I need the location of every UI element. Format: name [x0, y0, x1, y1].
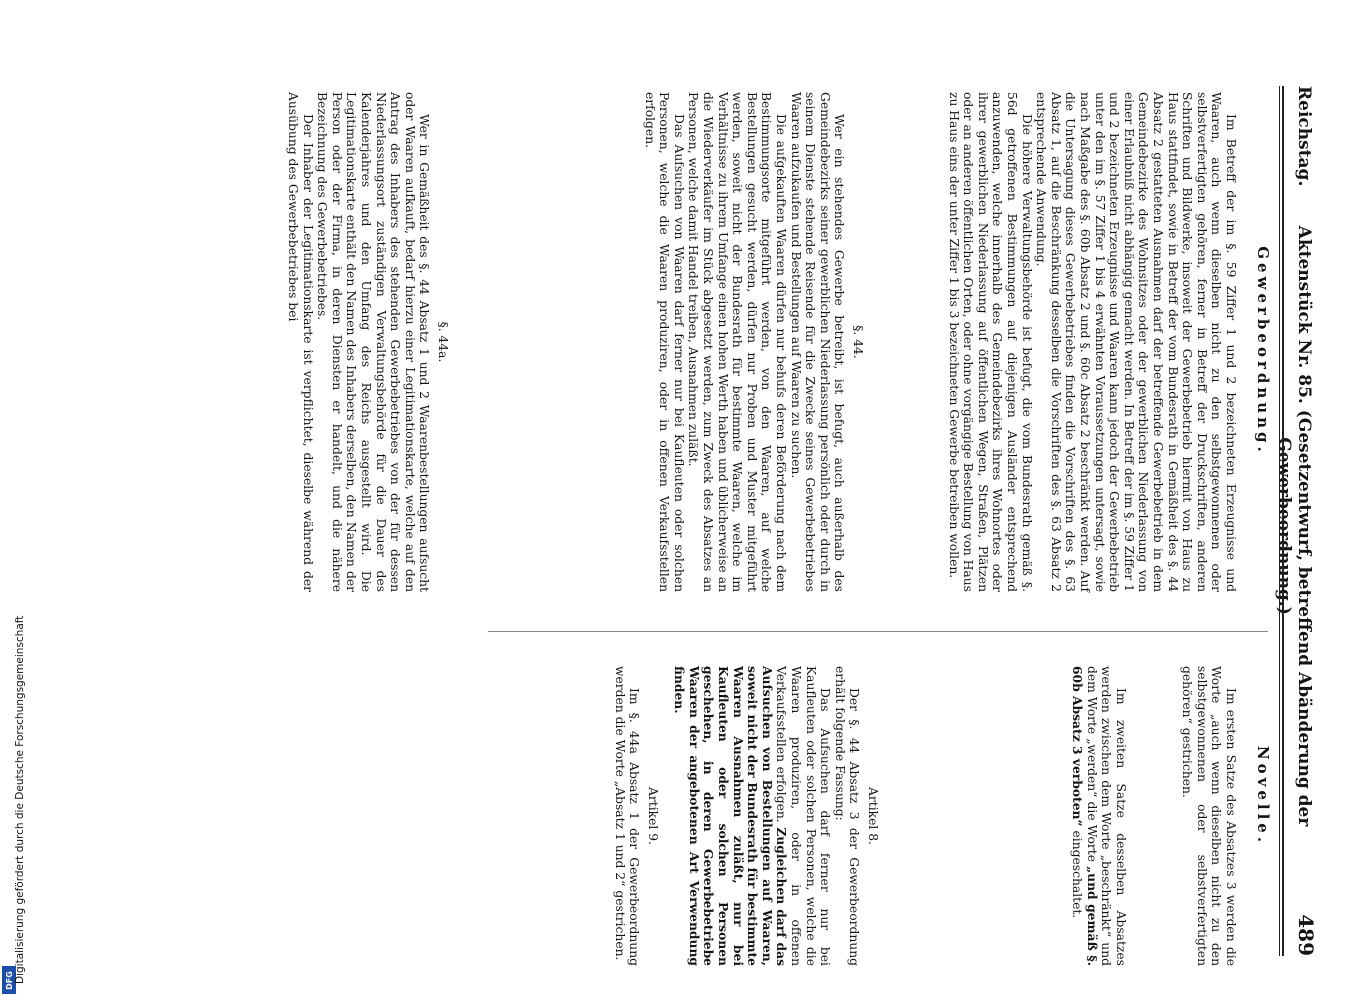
paragraph: Das Aufsuchen von Waaren darf ferner nur bei Kaufleuten oder solchen Personen, welche die Waaren produziren, oder in offenen Verkaufsstellen erfolgen. — [642, 92, 686, 592]
paragraph: Die höhere Verwaltungsbehörde ist befugt, die vom Bundesrath gemäß §. 56d getroffenen Bestimmungen auf diejenigen Ausländer entsprechend anzuwenden, welche innerhalb des Gemeindebezirks ihres Wohnortes oder ihrer gewerblichen Niederlassung auf öffentlichen Wegen, Straßen, Plätzen oder an anderen öffentlichen Orten, oder ohne vorgängige Bestellung von Haus zu Haus eins der unter Ziffer 1 bis 3 bezeichneten Gewerbe betreiben wollen. — [946, 92, 1034, 592]
paragraph-text: Im zweiten Satze desselben Absatzes werden zwischen dem Worte „beschränkt“ und dem Worte „werden“ die Worte — [1084, 666, 1128, 966]
dfg-logo: DFG — [2, 966, 16, 994]
right-column-block-1 — [1180, 666, 1238, 966]
bold-inserted-text: „und gemäß §. 60b Absatz 3 verboten“ — [1070, 666, 1100, 966]
left-column-block-3 — [285, 92, 458, 592]
column-divider — [488, 631, 1268, 632]
page-header — [1274, 86, 1318, 956]
right-column-block-4 — [612, 666, 668, 966]
section-heading: §. 44a. — [436, 321, 450, 363]
paragraph-text: eingeschaltet. — [1070, 826, 1085, 919]
page-number: 489 — [1294, 914, 1318, 956]
paragraph — [672, 666, 833, 966]
right-column-block-2 — [1070, 666, 1128, 966]
header-title: Aktenstück Nr. 85. (Gesetzentwurf, betreffend Abänderung der Gewerbeordnung.) — [1274, 225, 1314, 827]
paragraph: Der Inhaber der Legitimationskarte ist verpflichtet, dieselbe während der Ausübung des Gewerbebetriebes bei — [286, 92, 315, 592]
left-column-block-2 — [642, 92, 873, 592]
paragraph: Im Betreff der im §. 59 Ziffer 1 und 2 bezeichneten Erzeugnisse und Waaren, auch wenn dieselben nicht zu den selbstgewonnenen oder selbstverfertigten gehören, ferner in Betreff der Druckschriften, anderen Schriften und Bildwerke, insoweit der Gewerbebetrieb hiermit von Haus zu Haus stattfindet, sowie in Betreff der vom Bundesrath in Gemäßheit des §. 44 Absatz 2 gestatteten Ausnahmen darf der betreffende Gewerbebetrieb in dem Gemeindebezirke des Wohnsitzes oder der gewerblichen Niederlassung von einer Erlaubniß nicht abhängig gemacht werden. In Betreff der im §. 59 Ziffer 1 und 2 bezeichneten Erzeugnisse und Waaren kann jedoch der Gewerbebetrieb unter den im §. 57 Ziffer 1 bis 4 erwähnten Voraussetzungen untersagt, sowie nach Maßgabe des §. 60b Absatz 2 und §. 60c Absatz 2 beschränkt werden. Auf die Untersagung dieses Gewerbebetriebes finden die Vorschriften des §. 63 Absatz 1, auf die Beschränkung desselben die Vorschriften des §. 63 Absatz 2 entsprechende Anwendung. — [1034, 92, 1238, 592]
paragraph-text: Das Aufsuchen darf ferner nur bei Kaufleuten oder solchen Personen, welche die Waaren produziren, oder in offenen Verkaufsstellen erfolgen. — [774, 666, 833, 966]
header-rule-thin — [1279, 86, 1280, 956]
left-column-block-1 — [946, 92, 1238, 592]
article-heading: Artikel 9. — [646, 787, 660, 845]
paragraph: Im ersten Satze des Absatzes 3 werden die Worte „auch wenn dieselben nicht zu den selbstgewonnenen oder selbstverfertigten gehören“ gestrichen. — [1180, 666, 1238, 966]
paragraph: Der §. 44 Absatz 3 der Gewerbeordnung erhält folgende Fassung: — [832, 666, 862, 966]
paragraph: Die aufgekauften Waaren dürfen nur behufs deren Beförderung nach dem Bestimmungsorte mitgeführt werden, von den Waaren, auf welche Bestellungen gesucht werden, dürfen nur Proben und Muster mitgeführt werden, soweit nicht der Bundesrath für bestimmte Waaren, welche im Verhältnisse zu ihrem Umfange einen hohen Werth haben und üblicherweise an die Wiederverkäufer im Stück abgesetzt werden, zum Zweck des Absatzes an Personen, welche damit Handel treiben, Ausnahmen zuläßt. — [686, 92, 789, 592]
right-column-title: Novelle. — [1254, 745, 1272, 847]
paragraph: Im §. 44a Absatz 1 der Gewerbeordnung werden die Worte „Absatz 1 und 2“ gestrichen. — [612, 666, 642, 966]
article-heading: Artikel 8. — [866, 787, 880, 845]
scanned-page — [88, 56, 1318, 986]
funding-note: Digitalisierung gefördert durch die Deutsche Forschungsgemeinschaft — [14, 615, 26, 984]
left-column-title: Gewerbeordnung. — [1254, 246, 1272, 456]
paragraph: Wer ein stehendes Gewerbe betreibt, ist befugt, auch außerhalb des Gemeindebezirks seiner gewerblichen Niederlassung persönlich oder durch in seinem Dienste stehende Reisende für die Zwecke seines Gewerbebetriebes Waaren aufzukaufen und Bestellungen auf Waaren zu suchen. — [788, 92, 847, 592]
header-rule — [1282, 86, 1284, 956]
bold-inserted-text: Zugleichen darf das Aufsuchen von Bestellungen auf Waaren, soweit nicht der Bundesrath für bestimmte Waaren Ausnahmen zuläßt, nur bei Kaufleuten oder solchen Personen geschehen, in deren Gewerbebetriebe Waaren der angebotenen Art Verwendung finden. — [672, 666, 790, 967]
paragraph — [1070, 666, 1128, 966]
right-column-block-3 — [672, 666, 888, 966]
paragraph: Wer in Gemäßheit des §. 44 Absatz 1 und 2 Waarenbestellungen aufsucht oder Waaren aufkauft, bedarf hierzu einer Legitimationskarte, welche auf den Antrag des Inhabers des stehenden Gewerbebetriebes von der für dessen Niederlassungsort zuständigen Verwaltungsbehörde für die Dauer des Kalenderjahres und den Umfang des Reichs ausgestellt wird. Die Legitimationskarte enthält den Namen des Inhabers derselben, den Namen der Person oder der Firma, in deren Diensten er handelt, und die nähere Bezeichnung des Gewerbebetriebes. — [315, 92, 432, 592]
section-heading: §. 44. — [851, 325, 865, 359]
header-left: Reichstag. — [1294, 86, 1314, 187]
